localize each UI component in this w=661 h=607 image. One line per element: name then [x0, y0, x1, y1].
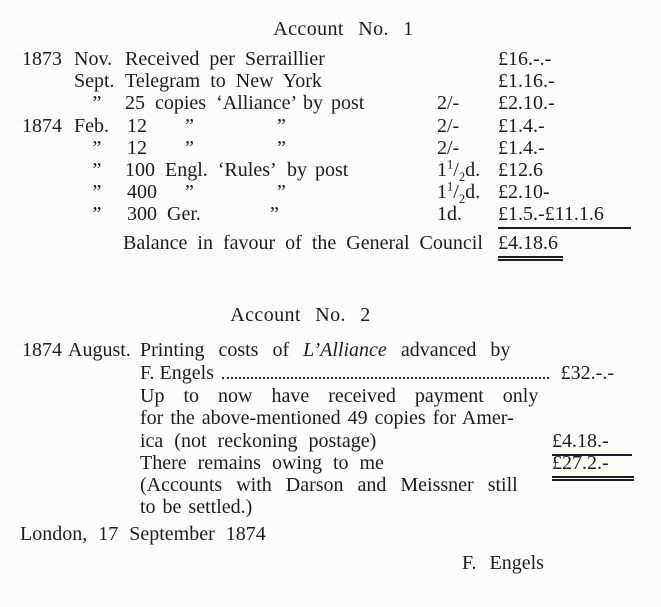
balance-label: Balance in favour of the General Council — [123, 232, 483, 254]
quantity: 300 Ger. — [127, 203, 201, 225]
description-text-2: by post — [303, 92, 365, 114]
month-ditto-mark: ” — [92, 92, 102, 114]
line1-text — [140, 339, 570, 362]
month-cell: Nov. — [74, 48, 113, 70]
ditto-mark: ” — [277, 181, 286, 203]
amount-cell: £2.10.- — [498, 92, 555, 114]
ditto-mark: ” — [185, 115, 194, 137]
rate-cell: 2/- — [437, 115, 460, 137]
rate-cell: 1d. — [437, 203, 462, 225]
quantity: 12 — [127, 137, 147, 159]
amount-cell: £32.-.- — [560, 362, 614, 384]
account2-line7: (Accounts with Darson and Meissner still — [140, 474, 518, 496]
rate-unit: d. — [465, 159, 481, 181]
description-text-2: by post — [287, 159, 349, 181]
rate-cell: 2/- — [437, 137, 460, 159]
amount-received: £4.18.- — [552, 430, 632, 456]
ditto-mark: ” — [277, 137, 286, 159]
ledger-row — [0, 92, 661, 115]
line1-pre: Printing costs of — [140, 339, 290, 361]
amount-cell: £1.16.- — [498, 70, 555, 92]
description-cell: Received per Serraillier — [125, 48, 325, 70]
rate-cell — [437, 159, 480, 182]
account2-line8: to be settled.) — [140, 496, 253, 518]
dotted-leader — [222, 376, 549, 379]
signature: F. Engels — [462, 552, 544, 574]
year-cell: 1874 — [22, 115, 62, 137]
quantity: 12 — [127, 115, 147, 137]
description-text: 25 copies ‘Alliance’ — [125, 92, 298, 114]
account2-line2 — [140, 362, 614, 385]
amount-owing: £27.2.- — [552, 452, 634, 481]
ditto-mark: ” — [277, 115, 286, 137]
account2-line5: ica (not reckoning postage) — [140, 430, 377, 452]
place-date-line: London, 17 September 1874 — [20, 523, 266, 545]
amount-cell: £12.6 — [498, 159, 543, 181]
rate-fraction-numerator: 1 — [447, 157, 454, 172]
quantity: 400 — [127, 181, 157, 203]
ledger-row — [0, 48, 661, 71]
ledger-row — [0, 159, 661, 182]
ledger-row — [0, 70, 661, 93]
description-cell — [125, 92, 437, 115]
amount-cell: £1.4.- — [498, 137, 545, 159]
month-ditto-mark: ” — [92, 203, 102, 225]
account1-title: Account No. 1 — [273, 18, 414, 40]
month-ditto-mark: ” — [92, 159, 102, 181]
total-rule — [498, 227, 631, 229]
ditto-mark: ” — [270, 203, 279, 225]
rate-unit: d. — [465, 181, 481, 203]
balance-amount: £4.18.6 — [498, 232, 563, 261]
month-ditto-mark: ” — [92, 137, 102, 159]
rate-int: 1 — [437, 181, 447, 203]
ledger-row — [0, 137, 661, 160]
year-cell: 1874 — [22, 339, 62, 361]
description-cell: Telegram to New York — [125, 70, 322, 92]
year-cell: 1873 — [22, 48, 62, 70]
rate-cell — [437, 181, 480, 204]
line1-post: advanced by — [400, 339, 511, 361]
ledger-row — [0, 203, 661, 226]
rate-fraction-denominator: 2 — [458, 192, 466, 206]
rate-int: 1 — [437, 159, 447, 181]
ledger-row — [0, 181, 661, 204]
amount-cell: £1.5.-£11.1.6 — [498, 203, 604, 225]
month-ditto-mark: ” — [92, 181, 102, 203]
month-cell: Sept. — [74, 70, 115, 92]
line1-italic-title: L’Alliance — [303, 339, 387, 361]
amount-cell: £1.4.- — [498, 115, 545, 137]
amount-cell: £2.10- — [498, 181, 550, 203]
account2-line6: There remains owing to me — [140, 452, 384, 474]
rate-cell: 2/- — [437, 92, 460, 114]
month-cell: August. — [68, 339, 131, 361]
rate-fraction-slash: / — [453, 181, 459, 203]
account2-title: Account No. 2 — [230, 304, 371, 326]
description-cell — [125, 159, 437, 182]
rate-fraction-denominator: 2 — [458, 170, 466, 184]
month-cell: Feb. — [74, 115, 109, 137]
account2-line3: Up to now have received payment only — [140, 385, 539, 407]
payee-label: F. Engels — [140, 362, 214, 384]
ditto-mark: ” — [185, 181, 194, 203]
rate-fraction-numerator: 1 — [447, 179, 454, 194]
ledger-row — [0, 115, 661, 138]
account2-line4: for the above-mentioned 49 copies for Amer- — [140, 407, 514, 429]
description-text: 100 Engl. ‘Rules’ — [125, 159, 277, 181]
amount-cell: £16.-.- — [498, 48, 552, 70]
ditto-mark: ” — [185, 137, 194, 159]
rate-fraction-slash: / — [453, 159, 459, 181]
